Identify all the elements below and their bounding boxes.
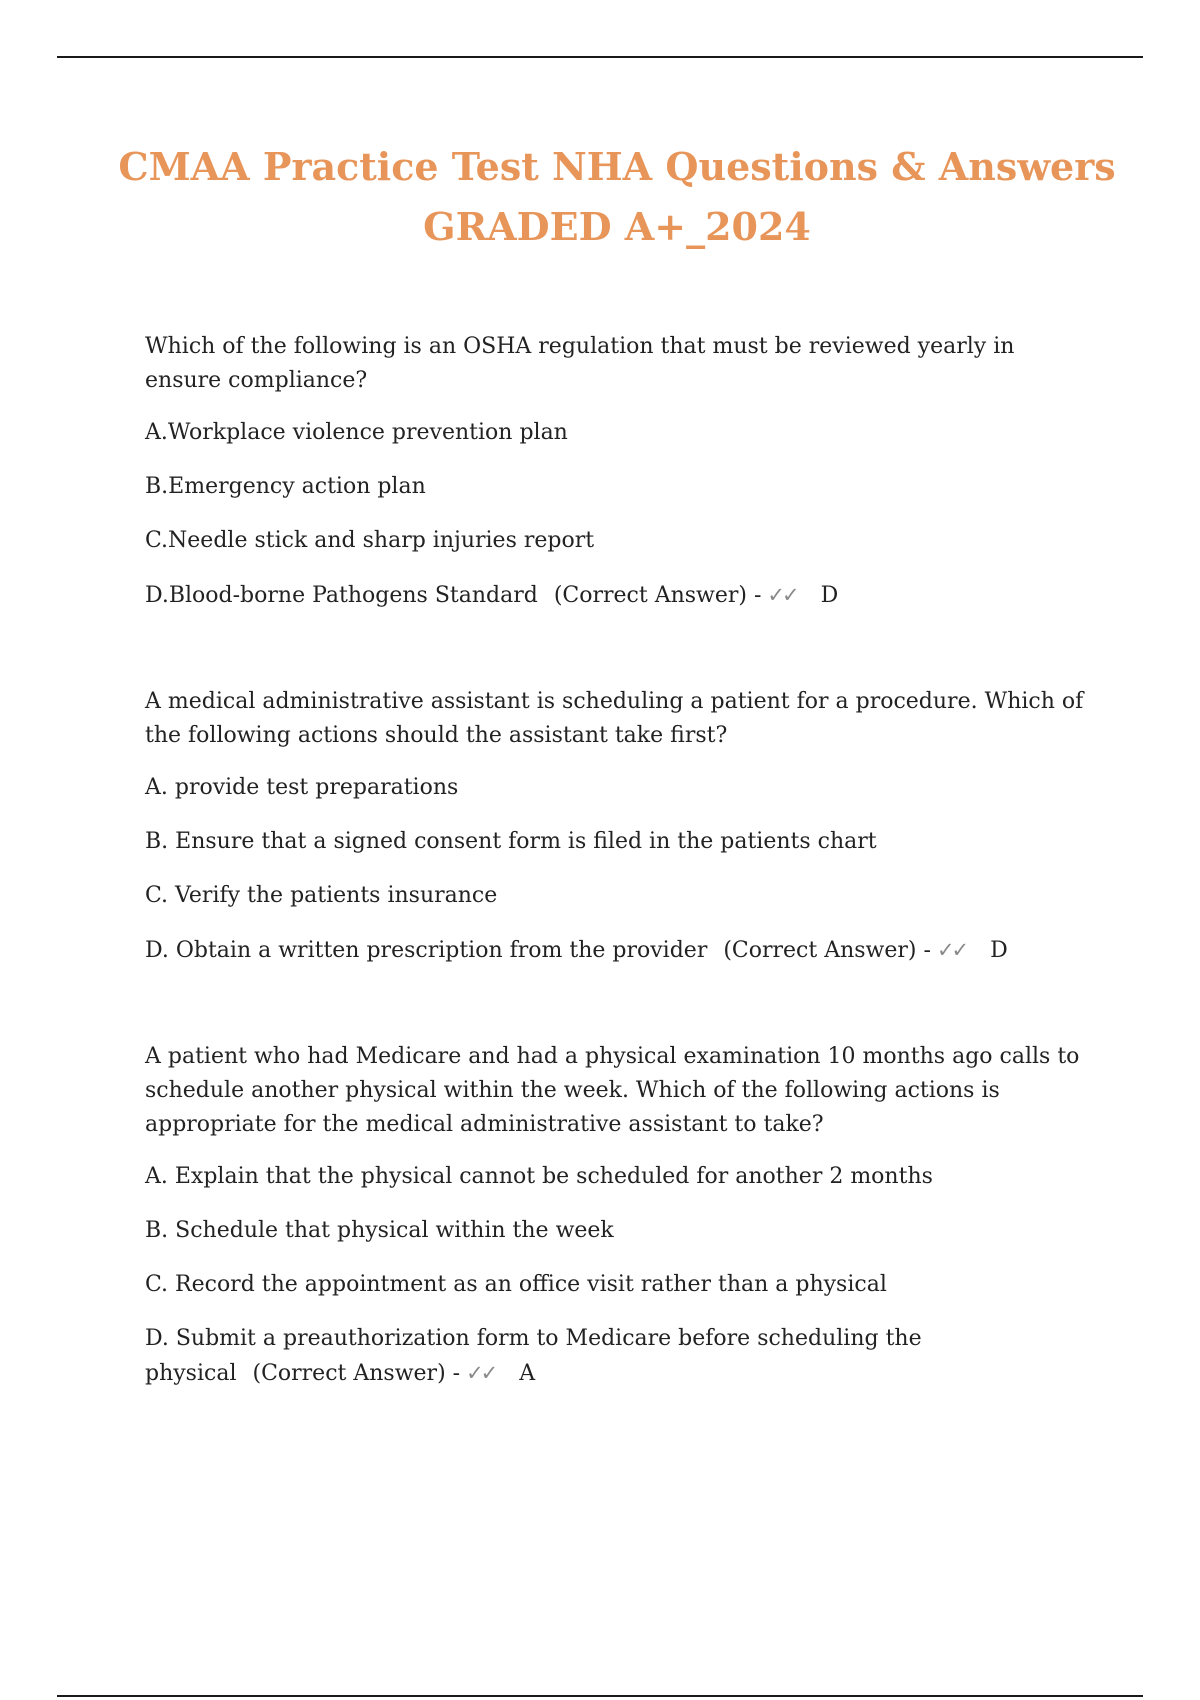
correct-answer-label: (Correct Answer) - xyxy=(252,1361,461,1386)
option-c: C. Record the appointment as an office visit rather than a physical xyxy=(145,1272,887,1297)
question-item-3 xyxy=(145,1040,1085,1391)
option-d-text: D. Obtain a written prescription from the provider xyxy=(145,938,708,963)
option-d-text: D.Blood-borne Pathogens Standard xyxy=(145,583,538,608)
correct-answer-letter: D xyxy=(820,583,839,608)
question-text: Which of the following is an OSHA regulation that must be reviewed yearly in ensure compliance? xyxy=(145,334,1015,393)
double-check-icon: ✓✓ xyxy=(767,583,797,607)
question-item-2 xyxy=(145,685,1085,968)
correct-answer-letter: A xyxy=(519,1361,536,1386)
document-title xyxy=(0,137,1200,257)
top-divider xyxy=(57,56,1143,58)
double-check-icon: ✓✓ xyxy=(936,938,967,962)
title-line-1: CMAA Practice Test NHA Questions & Answers xyxy=(118,144,1116,189)
option-a: A. provide test preparations xyxy=(145,775,459,800)
option-a: A. Explain that the physical cannot be scheduled for another 2 months xyxy=(145,1164,933,1189)
option-d xyxy=(145,933,1085,968)
option-b: B. Ensure that a signed consent form is filed in the patients chart xyxy=(145,829,877,854)
option-b: B.Emergency action plan xyxy=(145,474,426,499)
option-d xyxy=(145,578,1085,613)
option-d xyxy=(145,1322,1085,1391)
bottom-divider xyxy=(57,1695,1143,1697)
questions-list xyxy=(145,330,1085,1463)
question-text: A medical administrative assistant is scheduling a patient for a procedure. Which of the following actions should the assistant take first? xyxy=(145,689,1084,748)
question-item-1 xyxy=(145,330,1085,613)
correct-answer-label: (Correct Answer) - xyxy=(723,938,931,963)
correct-answer-letter: D xyxy=(990,938,1008,963)
correct-answer-label: (Correct Answer) - xyxy=(553,583,762,608)
option-c: C. Verify the patients insurance xyxy=(145,883,498,908)
option-a: A.Workplace violence prevention plan xyxy=(145,420,568,445)
double-check-icon: ✓✓ xyxy=(466,1361,496,1385)
question-text: A patient who had Medicare and had a physical examination 10 months ago calls to schedule another physical within the week. Which of the following actions is appropriate for the medical administrative assistant to take? xyxy=(145,1044,1080,1137)
title-line-2: GRADED A+_2024 xyxy=(423,204,811,249)
option-d-text: D. Submit a preauthorization form to Medicare before scheduling the physical xyxy=(145,1326,922,1386)
option-b: B. Schedule that physical within the week xyxy=(145,1218,614,1243)
option-c: C.Needle stick and sharp injuries report xyxy=(145,528,595,553)
